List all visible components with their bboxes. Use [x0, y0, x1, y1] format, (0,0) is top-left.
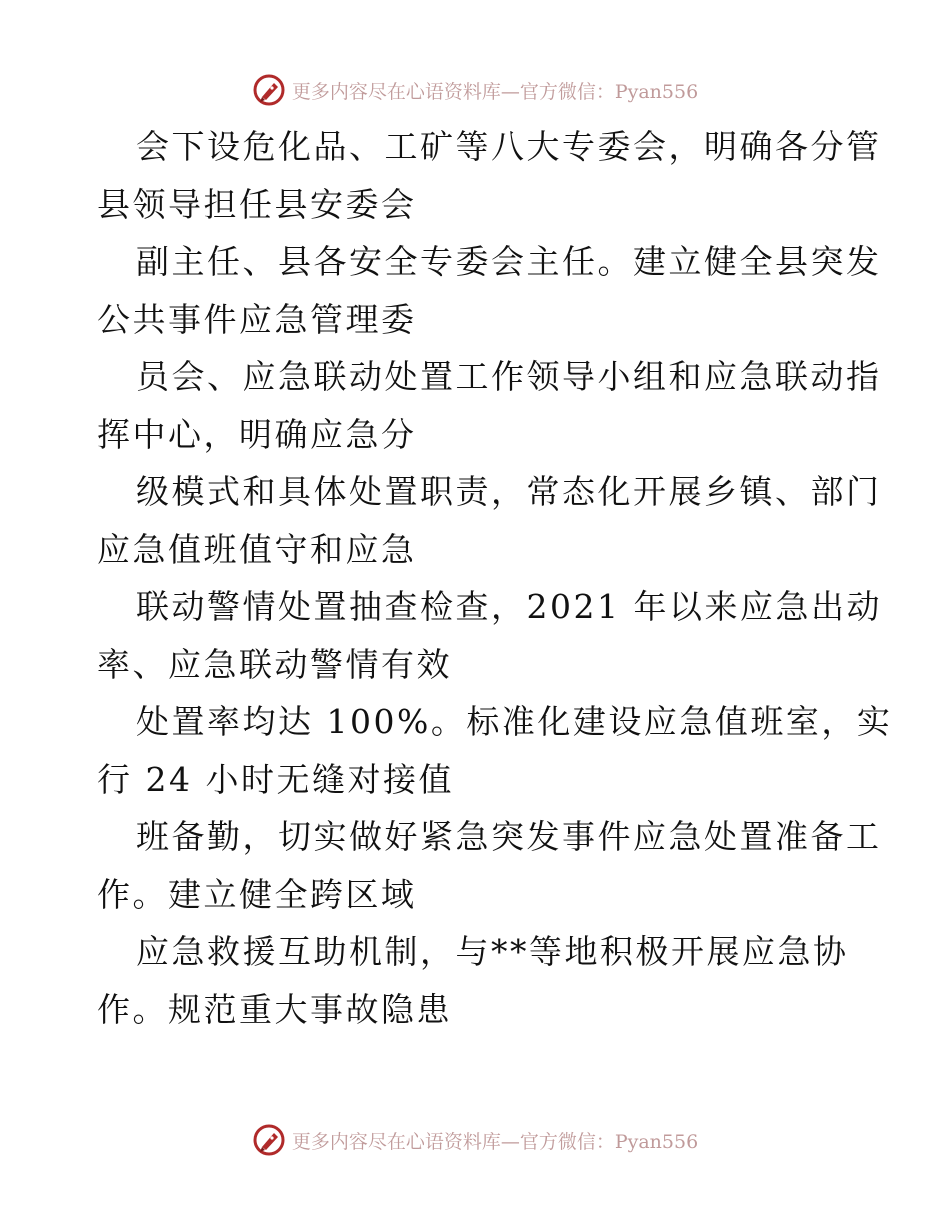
body-line: 率、应急联动警情有效 — [97, 644, 452, 684]
body-line: 挥中心，明确应急分 — [97, 414, 417, 454]
footer-banner — [0, 1120, 950, 1160]
body-line: 副主任、县各安全专委会主任。建立健全县突发 — [136, 242, 882, 281]
pen-nib-logo-icon — [252, 73, 286, 107]
body-line: 员会、应急联动处置工作领导小组和应急联动指 — [136, 357, 882, 396]
body-line: 行 24 小时无缝对接值 — [97, 759, 454, 799]
body-line: 联动警情处置抽查检查，2021 年以来应急出动 — [136, 587, 882, 626]
body-line: 班备勤，切实做好紧急突发事件应急处置准备工 — [136, 817, 882, 856]
body-line: 县领导担任县安委会 — [97, 184, 417, 224]
body-line: 级模式和具体处置职责，常态化开展乡镇、部门 — [136, 472, 882, 511]
body-line: 应急值班值守和应急 — [97, 529, 417, 569]
footer-banner-text: 更多内容尽在心语资料库—官方微信：Pyan556 — [291, 1130, 699, 1153]
body-line: 处置率均达 100%。标准化建设应急值班室，实 — [136, 702, 893, 741]
header-banner-text: 更多内容尽在心语资料库—官方微信：Pyan556 — [291, 80, 699, 103]
header-banner — [0, 70, 950, 110]
body-line: 应急救援互助机制，与**等地积极开展应急协 — [136, 932, 849, 971]
body-line: 作。规范重大事故隐患 — [97, 989, 452, 1029]
document-body — [97, 118, 893, 1038]
body-line: 作。建立健全跨区域 — [97, 874, 417, 914]
body-line: 公共事件应急管理委 — [97, 299, 417, 339]
pen-nib-logo-icon — [252, 1123, 286, 1157]
body-line: 会下设危化品、工矿等八大专委会，明确各分管 — [136, 127, 882, 166]
